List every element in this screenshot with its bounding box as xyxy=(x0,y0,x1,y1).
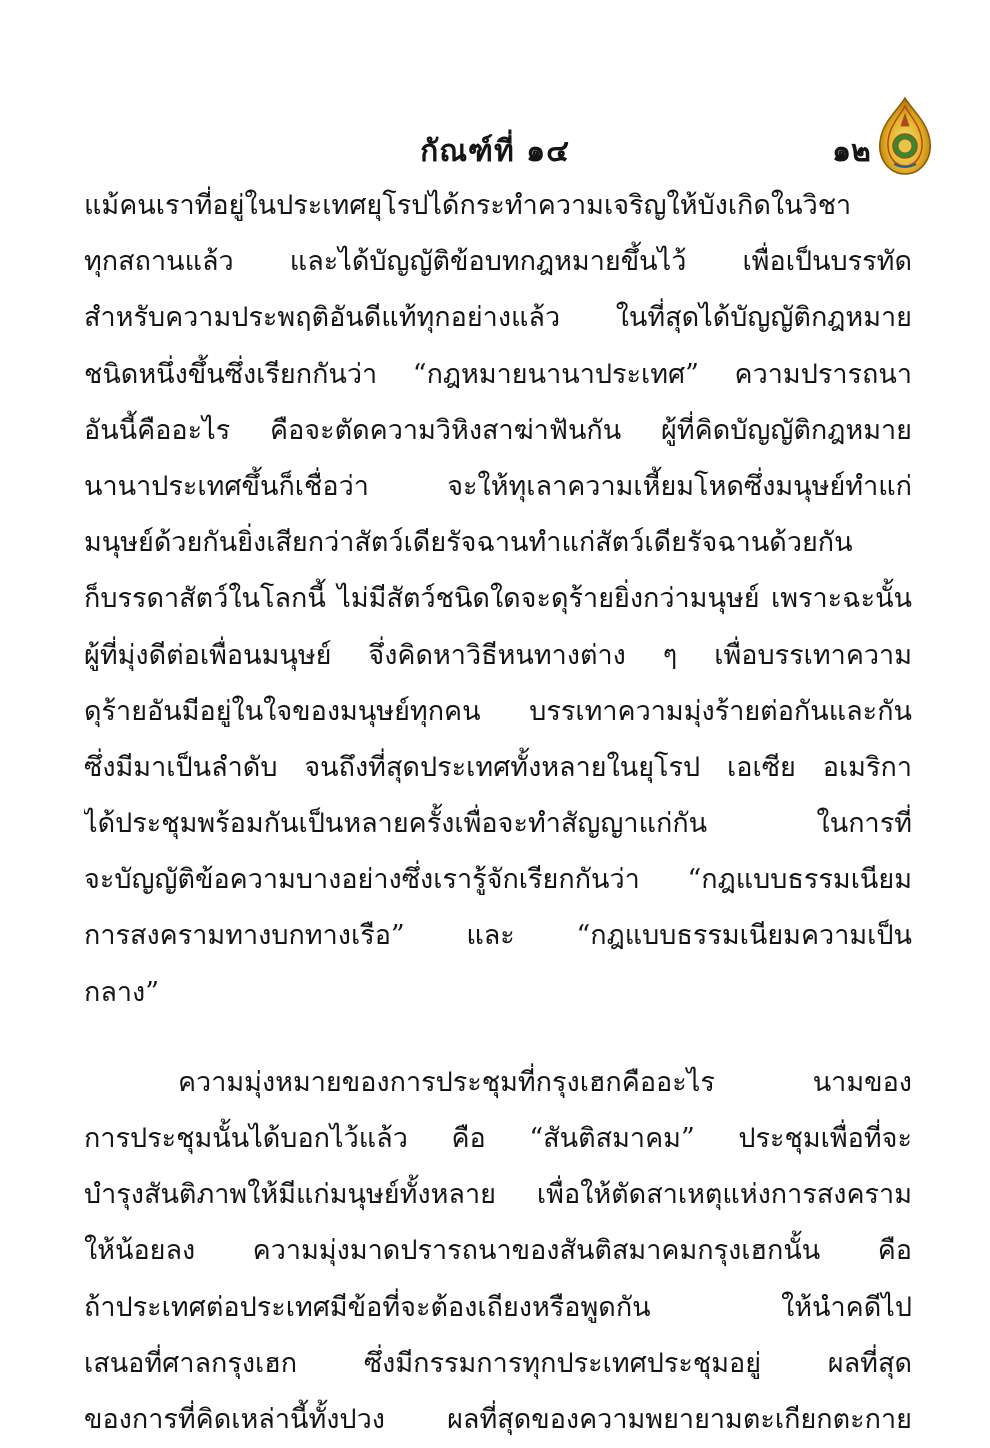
body-text xyxy=(84,178,912,1448)
text-line: การประชุมนั้นได้บอกไว้แล้ว คือ “สันติสมาคม” ประชุมเพื่อที่จะ xyxy=(84,1123,912,1154)
text-line: จะบัญญัติข้อความบางอย่างซึ่งเรารู้จักเรียกกันว่า “กฎแบบธรรมเนียม xyxy=(84,864,912,896)
text-line: การสงครามทางบกทางเรือ” และ “กฎแบบธรรมเนียมความเป็น xyxy=(84,920,912,952)
text-line: สำหรับความประพฤติอันดีแท้ทุกอย่างแล้ว ในที่สุดได้บัญญัติกฎหมาย xyxy=(84,302,912,334)
text-line: มนุษย์ด้วยกันยิ่งเสียกว่าสัตว์เดียรัจฉานทำแก่สัตว์เดียรัจฉานด้วยกัน xyxy=(84,527,853,559)
text-line: ดุร้ายอันมีอยู่ในใจของมนุษย์ทุกคน บรรเทาความมุ่งร้ายต่อกันและกัน xyxy=(84,695,912,727)
text-line: ก็บรรดาสัตว์ในโลกนี้ ไม่มีสัตว์ชนิดใดจะดุร้ายยิ่งกว่ามนุษย์ เพราะฉะนั้น xyxy=(84,583,912,615)
text-line: ถ้าประเทศต่อประเทศมีข้อที่จะต้องเถียงหรือพูดกัน ให้นำคดีไป xyxy=(84,1291,912,1323)
text-line: ความมุ่งหมายของการประชุมที่กรุงเฮกคืออะไร นามของ xyxy=(178,1066,912,1098)
text-line: กลาง” xyxy=(84,976,160,1008)
text-line: ได้ประชุมพร้อมกันเป็นหลายครั้งเพื่อจะทำสัญญาแก่กัน ในการที่ xyxy=(84,808,912,840)
paragraph-gap xyxy=(84,1021,912,1055)
text-line: ชนิดหนึ่งขึ้นซึ่งเรียกกันว่า “กฎหมายนานาประเทศ” ความปรารถนา xyxy=(84,358,912,390)
text-line: ทุกสถานแล้ว และได้บัญญัติข้อบทกฎหมายขึ้นไว้ เพื่อเป็นบรรทัด xyxy=(84,246,912,278)
text-line: ซึ่งมีมาเป็นลำดับ จนถึงที่สุดประเทศทั้งหลายในยุโรป เอเซีย อเมริกา xyxy=(84,751,912,783)
text-line: ของการที่คิดเหล่านี้ทั้งปวง ผลที่สุดของความพยายามตะเกียกตะกาย xyxy=(84,1403,912,1435)
text-line: ให้น้อยลง ความมุ่งมาดปรารถนาของสันติสมาคมกรุงเฮกนั้น คือ xyxy=(84,1235,912,1267)
text-line: แม้คนเราที่อยู่ในประเทศยุโรปได้กระทำความเจริญให้บังเกิดในวิชา xyxy=(84,190,852,221)
text-line: ผู้ที่มุ่งดีต่อเพื่อนมนุษย์ จึ่งคิดหาวิธีหนทางต่าง ๆ เพื่อบรรเทาความ xyxy=(84,639,912,671)
text-line: บำรุงสันติภาพให้มีแก่มนุษย์ทั้งหลาย เพื่อให้ตัดสาเหตุแห่งการสงคราม xyxy=(84,1179,912,1211)
chapter-title: กัณฑ์ที่ ๑๔ xyxy=(420,134,570,169)
page-number: ๑๒ xyxy=(832,134,871,169)
text-line: นานาประเทศขึ้นก็เชื่อว่า จะให้ทุเลาความเหี้ยมโหดซึ่งมนุษย์ทำแก่ xyxy=(84,470,912,502)
royal-seal-icon xyxy=(874,96,936,176)
text-line: เสนอที่ศาลกรุงเฮก ซึ่งมีกรรมการทุกประเทศประชุมอยู่ ผลที่สุด xyxy=(84,1347,912,1379)
text-line: อันนี้คืออะไร คือจะตัดความวิหิงสาฆ่าฟันกัน ผู้ที่คิดบัญญัติกฎหมาย xyxy=(84,414,912,446)
